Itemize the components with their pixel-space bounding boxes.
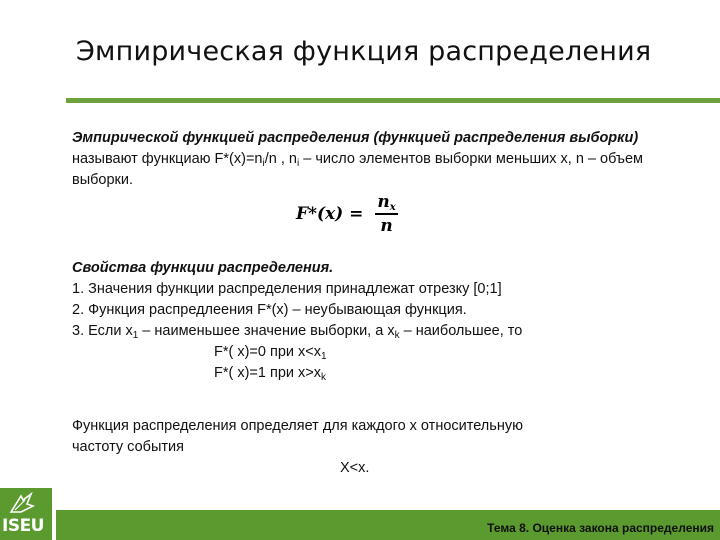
formula <box>296 192 398 236</box>
properties-list <box>72 279 672 342</box>
leaf-icon <box>9 492 35 514</box>
formula-numerator: $n_x$ <box>377 192 396 213</box>
formula-denominator: n <box>380 215 393 236</box>
definition-text-c: – число элементов выборки меньших x, n – объем выборки. <box>72 151 643 188</box>
footer-bar <box>56 510 720 540</box>
closing-line-1: Функция распределения определяет для каждого x относительную <box>72 418 523 434</box>
iseu-logo <box>0 488 52 540</box>
closing-line-2: частоту события <box>72 439 184 455</box>
list-item: 3. Если $x_1$ – наименьшее значение выборки, а $x_k$ – наибольшее, то <box>72 323 523 341</box>
properties-block <box>72 258 672 384</box>
logo-text: ISEU <box>2 516 44 536</box>
formula-fraction <box>375 192 397 236</box>
case-line-1: F*( x)=0 при $x<x_1$ <box>214 344 327 362</box>
fraction-bar <box>375 213 397 215</box>
definition-paragraph <box>72 128 672 191</box>
subscript: i <box>262 158 265 169</box>
closing-paragraph <box>72 416 672 479</box>
formula-lhs: F*(x) = <box>296 203 364 224</box>
definition-text-a: называют функциаю F*(x)=n <box>72 151 263 167</box>
slide-title: Эмпирическая функция распределения <box>76 36 652 67</box>
list-item: 1. Значения функции распределения принадлежат отрезку [0;1] <box>72 281 502 297</box>
title-divider <box>66 98 720 103</box>
case-line-2: F*( x)=1 при $x>x_k$ <box>214 365 327 383</box>
definition-text-b: /n , n <box>264 151 297 167</box>
footer-topic: Тема 8. Оценка закона распределения <box>487 521 714 535</box>
closing-line-3: X<x. <box>340 460 370 476</box>
definition-emphasis: Эмпирической функцией распределения (функцией распределения выборки) <box>72 130 639 146</box>
subscript: i <box>296 158 300 169</box>
properties-heading: Свойства функции распределения. <box>72 260 334 276</box>
list-item: 2. Функция распредлеения F*(x) – неубывающая функция. <box>72 302 467 318</box>
